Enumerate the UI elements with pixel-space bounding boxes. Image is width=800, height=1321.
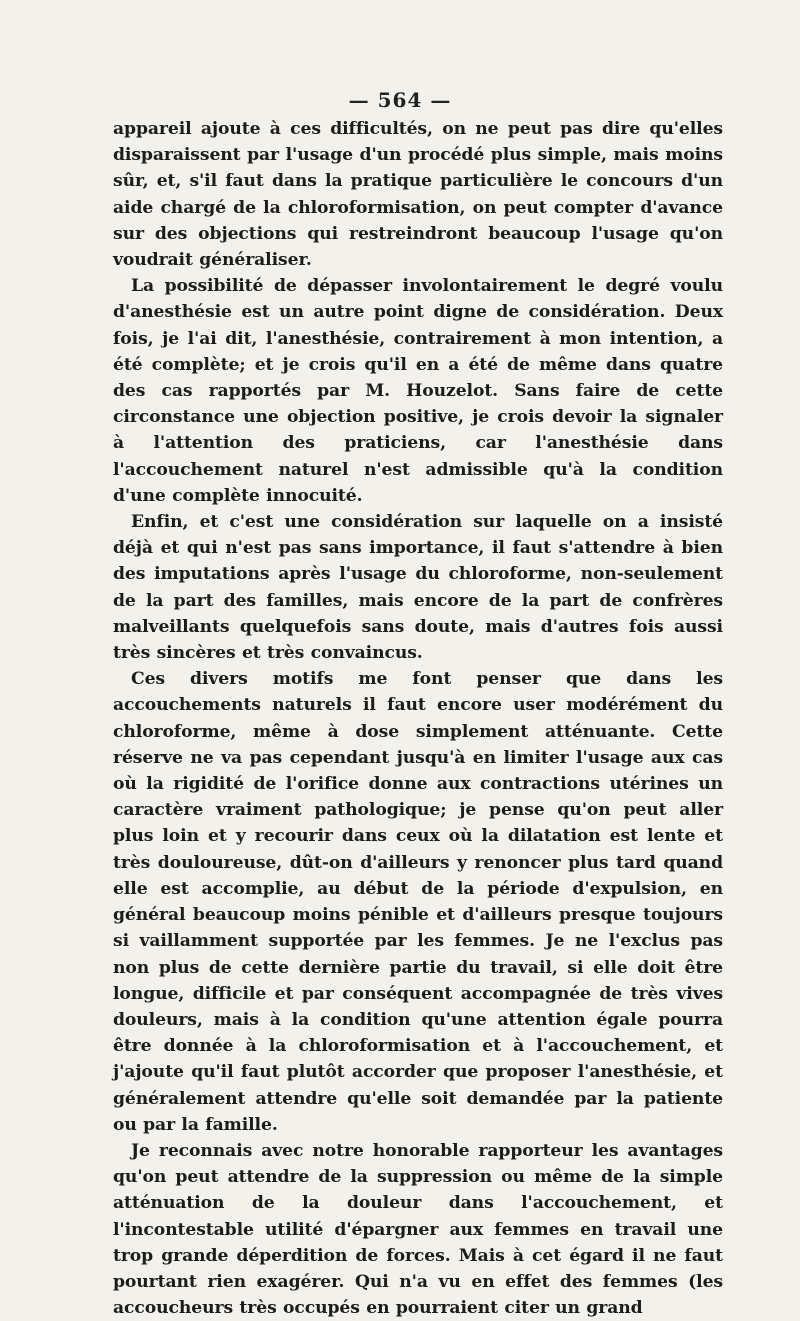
paragraph: Ces divers motifs me font penser que dans les accouchements naturels il faut encore user modérément du chloroforme, même à dose simplement atténuante. Cette réserve ne va pas cependant jusqu'à en limiter l'usage aux cas où la rigidité de l'orifice donne aux contractions utérines un caractère vraiment pathologique; je pense qu'on peut aller plus loin et y recourir dans ceux où la dilatation est lente et très douloureuse, dût-on d'ailleurs y renoncer plus tard quand elle est accomplie, au début de la période d'expulsion, en général beaucoup moins pénible et d'ailleurs presque toujours si vaillamment supportée par les femmes. Je ne l'exclus pas non plus de cette dernière partie du travail, si elle doit être longue, difficile et par conséquent accompagnée de très vives douleurs, mais à la condition qu'une attention égale pourra être donnée à la chloroformisation et à l'accouchement, et j'ajoute qu'il faut plutôt accorder que proposer l'anesthésie, et généralement attendre qu'elle soit demandée par la patiente ou par la famille. xyxy=(113,669,723,1135)
body-text xyxy=(113,116,723,1321)
paragraph: Enfin, et c'est une considération sur laquelle on a insisté déjà et qui n'est pas sans importance, il faut s'attendre à bien des imputations après l'usage du chloroforme, non-seulement de la part des familles, mais encore de la part de confrères malveillants quelquefois sans doute, mais d'autres fois aussi très sincères et très convaincus. xyxy=(113,512,723,664)
paragraph: appareil ajoute à ces difficultés, on ne peut pas dire qu'elles disparaissent par l'usage d'un procédé plus simple, mais moins sûr, et, s'il faut dans la pratique particulière le concours d'un aide chargé de la chloroformisation, on peut compter d'avance sur des objections qui restreindront beaucoup l'usage qu'on voudrait généraliser. xyxy=(113,119,723,271)
paragraph: La possibilité de dépasser involontairement le degré voulu d'anesthésie est un autre point digne de considération. Deux fois, je l'ai dit, l'anesthésie, contrairement à mon intention, a été complète; et je crois qu'il en a été de même dans quatre des cas rapportés par M. Houzelot. Sans faire de cette circonstance une objection positive, je crois devoir la signaler à l'attention des praticiens, car l'anesthésie dans l'accouchement naturel n'est admissible qu'à la condition d'une complète innocuité. xyxy=(113,276,723,506)
paragraph: Je reconnais avec notre honorable rapporteur les avantages qu'on peut attendre de la suppression ou même de la simple atténuation de la douleur dans l'accouchement, et l'incontestable utilité d'épargner aux femmes en travail une trop grande déperdition de forces. Mais à cet égard il ne faut pourtant rien exagérer. Qui n'a vu en effet des femmes (les accoucheurs très occupés en pourraient citer un grand xyxy=(113,1140,723,1319)
page-number: — 564 — xyxy=(348,88,452,112)
